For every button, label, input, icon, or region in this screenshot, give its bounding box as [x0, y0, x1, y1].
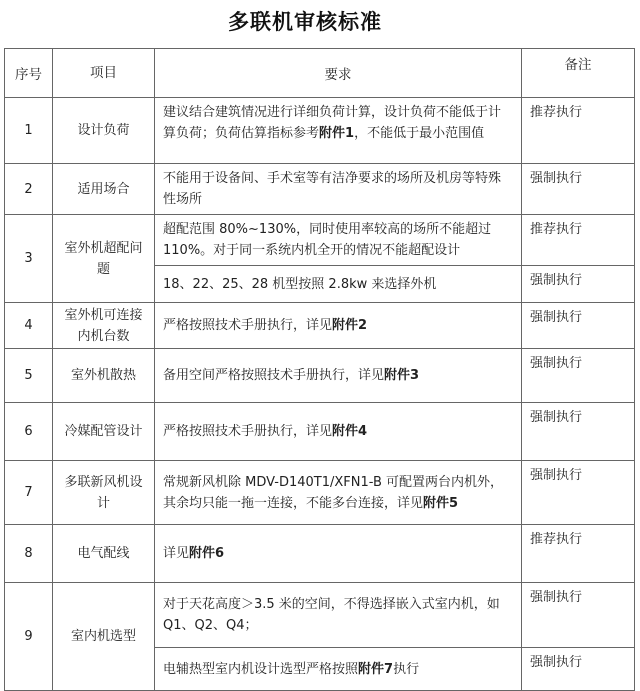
- attachment-ref: 附件2: [332, 318, 368, 333]
- row-requirement: 不能用于设备间、手术室等有洁净要求的场所及机房等特殊性场所: [155, 164, 522, 215]
- row-item: 室外机可连接内机台数: [53, 303, 155, 349]
- row-requirement: 严格按照技术手册执行，详见附件4: [155, 403, 522, 461]
- row-requirement: 建议结合建筑情况进行详细负荷计算，设计负荷不能低于计算负荷；负荷估算指标参考附件1，不能低于最小范围值: [155, 98, 522, 164]
- row-item: 设计负荷: [53, 98, 155, 164]
- row-item: 多联新风机设计: [53, 461, 155, 525]
- row-item: 冷媒配管设计: [53, 403, 155, 461]
- row-note: 强制执行: [522, 403, 635, 461]
- row-no: 6: [5, 403, 53, 461]
- row-no: 8: [5, 525, 53, 583]
- attachment-ref: 附件5: [423, 495, 459, 511]
- row-note: 强制执行: [522, 164, 635, 215]
- row-requirement: 常规新风机除 MDV-D140T1/XFN1-B 可配置两台内机外，其余均只能一拖一连接，不能多台连接，详见附件5: [155, 461, 522, 525]
- row-requirement: 对于天花高度＞3.5 米的空间，不得选择嵌入式室内机，如 Q1、Q2、Q4；: [155, 583, 522, 648]
- table-row: [5, 349, 635, 403]
- row-item: 室外机超配问题: [53, 215, 155, 303]
- row-item: 适用场合: [53, 164, 155, 215]
- row-note: 强制执行: [522, 266, 635, 303]
- attachment-ref: 附件1: [319, 126, 355, 141]
- row-requirement: 超配范围 80%~130%，同时使用率较高的场所不能超过110%。对于同一系统内机全开的情况不能超配设计: [155, 215, 522, 266]
- table-row: [5, 98, 635, 164]
- row-no: 9: [5, 583, 53, 691]
- table-row: [5, 164, 635, 215]
- row-note: 推荐执行: [522, 98, 635, 164]
- header-item: 项目: [53, 49, 155, 98]
- row-requirement: 详见附件6: [155, 525, 522, 583]
- row-no: 7: [5, 461, 53, 525]
- row-requirement: 18、22、25、28 机型按照 2.8kw 来选择外机: [155, 266, 522, 303]
- header-requirement: 要求: [155, 49, 522, 98]
- review-standards-table: [4, 48, 635, 691]
- row-note: 推荐执行: [522, 215, 635, 266]
- row-note: 强制执行: [522, 648, 635, 691]
- attachment-ref: 附件7: [358, 661, 394, 677]
- row-item: 电气配线: [53, 525, 155, 583]
- attachment-ref: 附件6: [189, 546, 225, 561]
- row-item: 室内机选型: [53, 583, 155, 691]
- table-row: [5, 215, 635, 266]
- header-no: 序号: [5, 49, 53, 98]
- row-requirement: 电辅热型室内机设计选型严格按照附件7执行: [155, 648, 522, 691]
- row-requirement: 严格按照技术手册执行，详见附件2: [155, 303, 522, 349]
- table-row: [5, 525, 635, 583]
- row-note: 强制执行: [522, 461, 635, 525]
- table-row: [5, 403, 635, 461]
- row-no: 1: [5, 98, 53, 164]
- table-row: [5, 461, 635, 525]
- row-item: 室外机散热: [53, 349, 155, 403]
- row-note: 强制执行: [522, 349, 635, 403]
- table-header-row: [5, 49, 635, 98]
- row-note: 强制执行: [522, 583, 635, 648]
- attachment-ref: 附件3: [384, 368, 420, 383]
- row-no: 3: [5, 215, 53, 303]
- row-requirement: 备用空间严格按照技术手册执行，详见附件3: [155, 349, 522, 403]
- header-note: 备注: [522, 49, 635, 98]
- table-row: [5, 583, 635, 648]
- row-no: 5: [5, 349, 53, 403]
- row-note: 强制执行: [522, 303, 635, 349]
- table-row: [5, 303, 635, 349]
- attachment-ref: 附件4: [332, 424, 368, 439]
- row-no: 4: [5, 303, 53, 349]
- document-title: 多联机审核标准: [228, 10, 382, 34]
- row-no: 2: [5, 164, 53, 215]
- row-note: 推荐执行: [522, 525, 635, 583]
